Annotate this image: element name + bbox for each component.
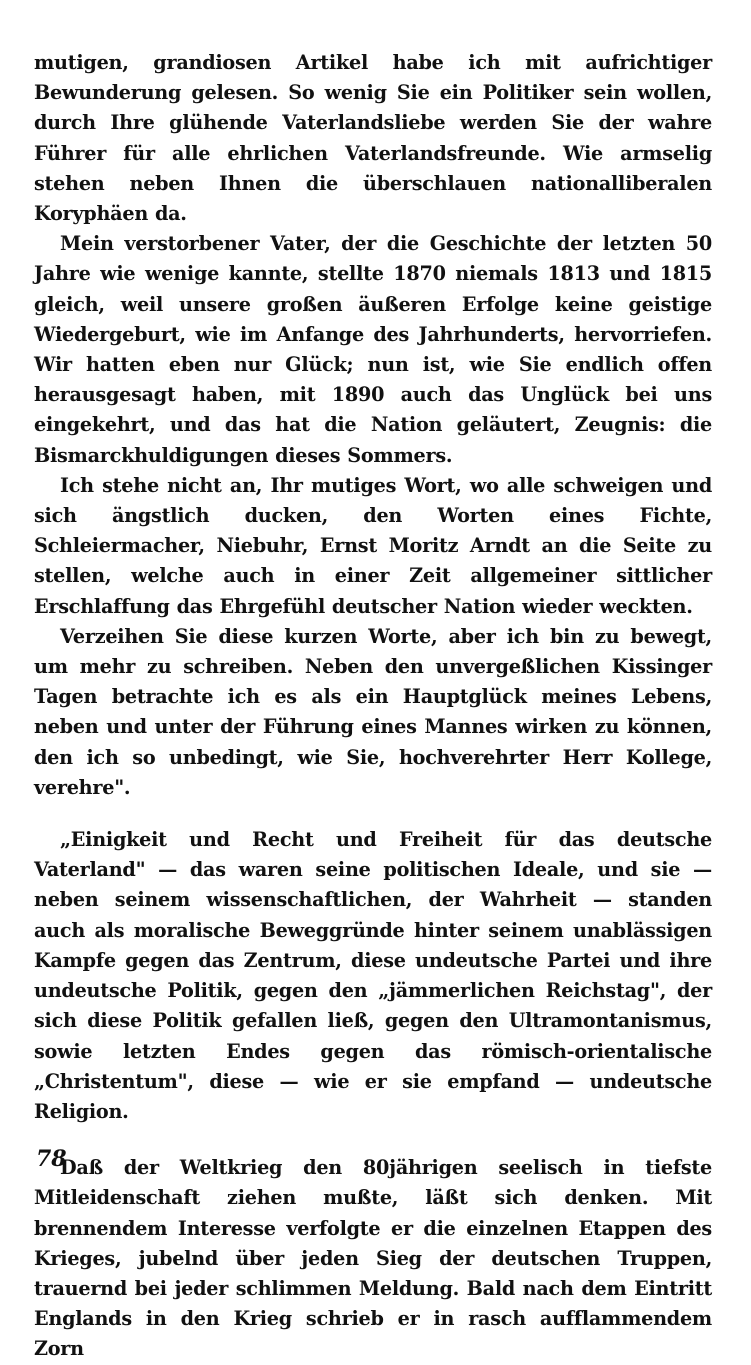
paragraph-2: Mein verstorbener Vater, der die Geschichte der letzten 50 Jahre wie wenige kannte, stellte 1870 niemals 1813 und 1815 gleich, weil unsere großen äußeren Erfolge keine geistige Wiedergeburt, wie im Anfange des Jahrhunderts, hervorriefen. Wir hatten eben nur Glück; nun ist, wie Sie endlich offen herausgesagt haben, mit 1890 auch das Unglück bei uns eingekehrt, und das hat die Nation geläutert, Zeugnis: die Bismarckhuldigungen dieses Sommers. [34,232,712,467]
paragraph-1: mutigen, grandiosen Artikel habe ich mit aufrichtiger Bewunderung gelesen. So wenig Sie ein Politiker sein wollen, durch Ihre glühende Vaterlandsliebe werden Sie der wahre Führer für alle ehrlichen Vaterlandsfreunde. Wie armselig stehen neben Ihnen die überschlauen nationalliberalen Koryphäen da. [34,51,712,226]
paragraph-3: Ich stehe nicht an, Ihr mutiges Wort, wo alle schweigen und sich ängstlich ducken, den Worten eines Fichte, Schleiermacher, Niebuhr, Ernst Moritz Arndt an die Seite zu stellen, welche auch in einer Zeit allgemeiner sittlicher Erschlaffung das Ehrgefühl deutscher Nation wieder weckten. [34,473,712,618]
page-text-block [34,48,712,1365]
paragraph-4: Verzeihen Sie diese kurzen Worte, aber ich bin zu bewegt, um mehr zu schreiben. Neben den unvergeßlichen Kissinger Tagen betrachte ich es als ein Hauptglück meines Lebens, neben und unter der Führung eines Mannes wirken zu können, den ich so unbedingt, wie Sie, hochverehrter Herr Kollege, verehre". [34,624,712,799]
page-number: 78 [36,1146,67,1172]
paragraph-6: Daß der Weltkrieg den 80jährigen seelisch in tiefste Mitleidenschaft ziehen mußte, läßt sich denken. Mit brennendem Interesse verfolgte er die einzelnen Etappen des Krieges, jubelnd über jeden Sieg der deutschen Truppen, trauernd bei jeder schlimmen Meldung. Bald nach dem Eintritt Englands in den Krieg schrieb er in rasch aufflammendem Zorn [34,1156,712,1361]
paragraph-5: „Einigkeit und Recht und Freiheit für das deutsche Vaterland" — das waren seine politischen Ideale, und sie — neben seinem wissenschaftlichen, der Wahrheit — standen auch als moralische Beweggründe hinter seinem unablässigen Kampfe gegen das Zentrum, diese undeutsche Partei und ihre undeutsche Politik, gegen den „jämmerlichen Reichstag", der sich diese Politik gefallen ließ, gegen den Ultramontanismus, sowie letzten Endes gegen das römisch-orientalische „Christentum", diese — wie er sie empfand — undeutsche Religion. [34,828,712,1123]
